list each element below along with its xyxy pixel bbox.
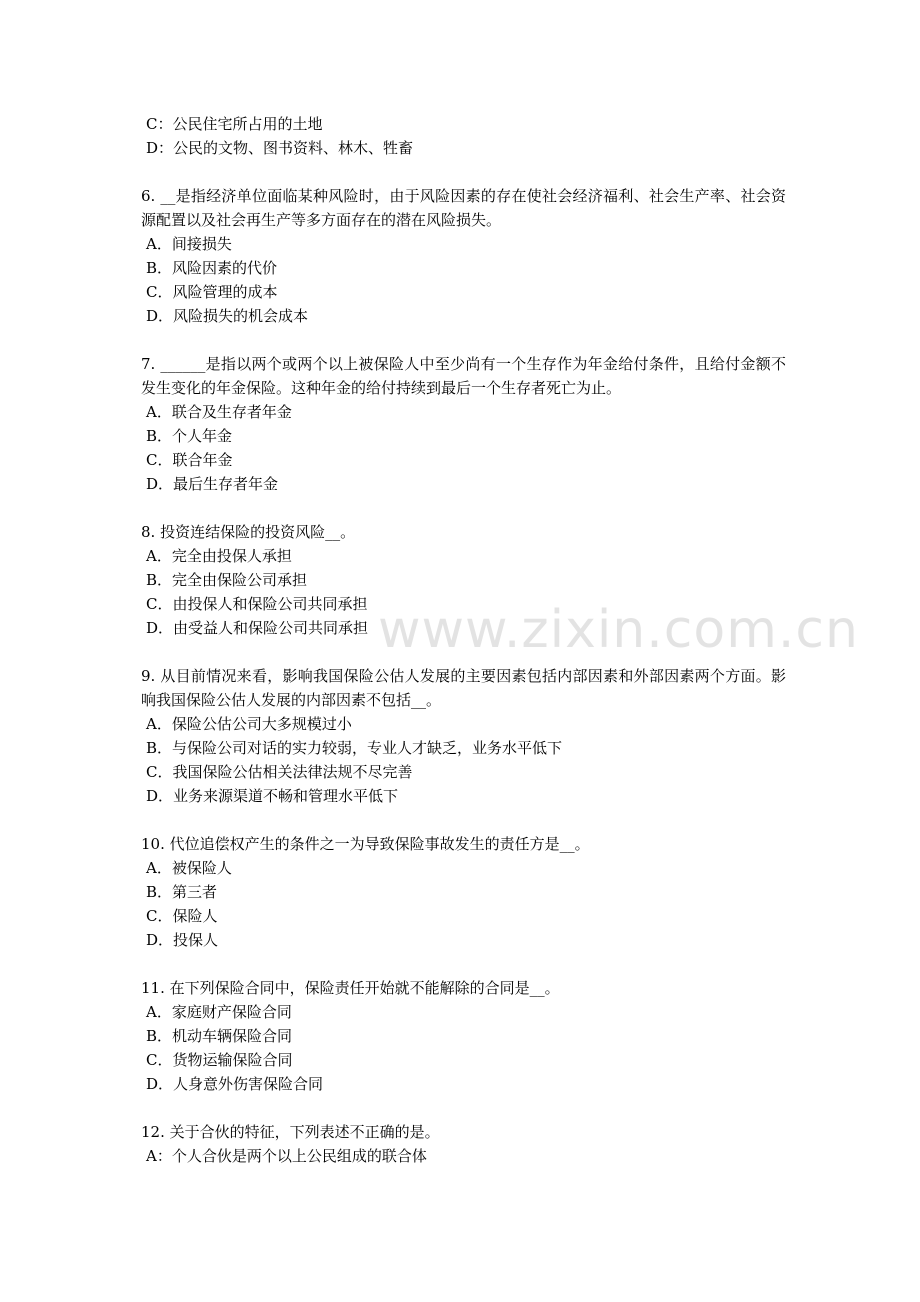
option-c: C．由投保人和保险公司共同承担 <box>146 595 368 613</box>
question-block-12 <box>141 1120 786 1168</box>
option-a: A．家庭财产保险合同 <box>146 1003 292 1021</box>
question-stem: 8. 投资连结保险的投资风险__。 <box>141 523 356 541</box>
option-c: C．我国保险公估相关法律法规不尽完善 <box>146 763 413 781</box>
option-a: A．被保险人 <box>146 859 232 877</box>
option-d: D．人身意外伤害保险合同 <box>146 1075 324 1093</box>
question-block-11 <box>141 976 786 1096</box>
question-stem: 9. 从目前情况来看，影响我国保险公估人发展的主要因素包括内部因素和外部因素两个方面。影响我国保险公估人发展的内部因素不包括__。 <box>141 667 786 709</box>
question-block-9 <box>141 664 786 808</box>
option-d: D．风险损失的机会成本 <box>146 307 309 325</box>
option-c: C．保险人 <box>146 907 218 925</box>
option-d: D．业务来源渠道不畅和管理水平低下 <box>146 787 399 805</box>
question-block-10 <box>141 832 786 952</box>
option-c: C．货物运输保险合同 <box>146 1051 293 1069</box>
option-a: A．保险公估公司大多规模过小 <box>146 715 352 733</box>
option-d: D．由受益人和保险公司共同承担 <box>146 619 369 637</box>
option-b: B．第三者 <box>146 883 218 901</box>
option-b: B．风险因素的代价 <box>146 259 278 277</box>
option-a: A．完全由投保人承担 <box>146 547 292 565</box>
question-stem: 6. __是指经济单位面临某种风险时，由于风险因素的存在使社会经济福利、社会生产率、社会资源配置以及社会再生产等多方面存在的潜在风险损失。 <box>141 187 786 229</box>
question-block-5-continued <box>141 112 786 160</box>
question-stem: 12. 关于合伙的特征，下列表述不正确的是。 <box>141 1123 440 1141</box>
option-c: C．风险管理的成本 <box>146 283 278 301</box>
option-d: D．最后生存者年金 <box>146 475 279 493</box>
question-block-6 <box>141 184 786 328</box>
option-b: B．机动车辆保险合同 <box>146 1027 293 1045</box>
question-stem: 11. 在下列保险合同中，保险责任开始就不能解除的合同是__。 <box>141 979 560 997</box>
option-b: B．与保险公司对话的实力较弱，专业人才缺乏，业务水平低下 <box>146 739 563 757</box>
option-a: A：个人合伙是两个以上公民组成的联合体 <box>146 1147 427 1165</box>
question-stem: 10. 代位追偿权产生的条件之一为导致保险事故发生的责任方是__。 <box>141 835 590 853</box>
question-block-8 <box>141 520 786 640</box>
option-b: B．完全由保险公司承担 <box>146 571 308 589</box>
option-d: D．投保人 <box>146 931 219 949</box>
option-a: A．间接损失 <box>146 235 232 253</box>
question-list <box>141 112 786 1168</box>
question-stem: 7. ______是指以两个或两个以上被保险人中至少尚有一个生存作为年金给付条件，且给付金额不发生变化的年金保险。这种年金的给付持续到最后一个生存者死亡为止。 <box>141 355 786 397</box>
question-block-7 <box>141 352 786 496</box>
option-c: C：公民住宅所占用的土地 <box>146 115 323 133</box>
option-a: A．联合及生存者年金 <box>146 403 292 421</box>
watermark-text: www.zixin.com.cn <box>378 600 859 660</box>
option-b: B．个人年金 <box>146 427 233 445</box>
option-d: D：公民的文物、图书资料、林木、牲畜 <box>146 139 414 157</box>
option-c: C．联合年金 <box>146 451 233 469</box>
